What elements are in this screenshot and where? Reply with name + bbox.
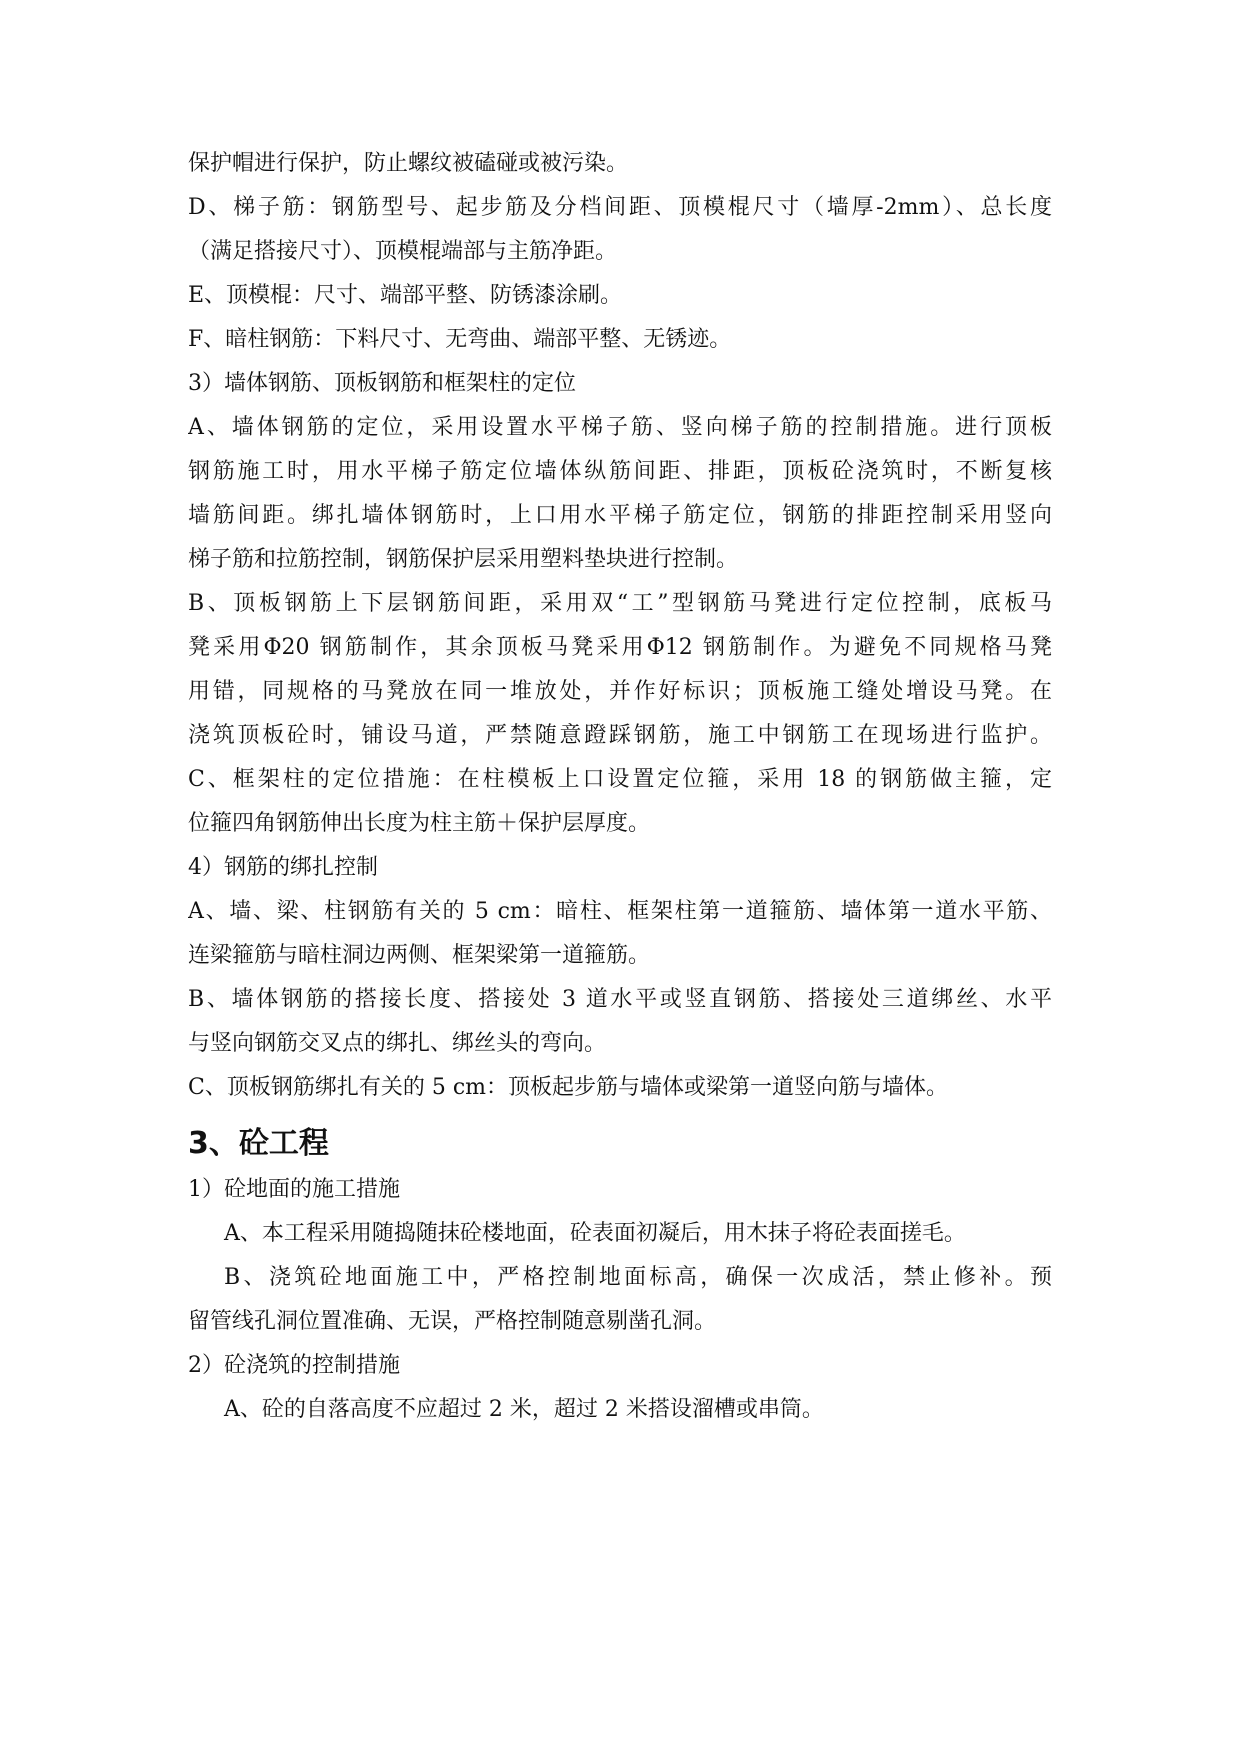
paragraph-line: F、暗柱钢筋：下料尺寸、无弯曲、端部平整、无锈迹。 — [188, 327, 732, 352]
paragraph-line: 位箍四角钢筋伸出长度为柱主筋＋保护层厚度。 — [188, 811, 651, 836]
paragraph-line: B、顶板钢筋上下层钢筋间距，采用双“工”型钢筋马凳进行定位控制，底板马 — [188, 591, 1052, 616]
paragraph-line: A、本工程采用随捣随抹砼楼地面，砼表面初凝后，用木抹子将砼表面搓毛。 — [224, 1221, 966, 1246]
paragraph-line: 凳采用Φ20 钢筋制作，其余顶板马凳采用Φ12 钢筋制作。为避免不同规格马凳 — [188, 635, 1052, 660]
paragraph-line: 梯子筋和拉筋控制，钢筋保护层采用塑料垫块进行控制。 — [188, 547, 739, 572]
subheading-line: 4）钢筋的绑扎控制 — [188, 855, 378, 880]
section-heading: 3、砼工程 — [188, 1126, 329, 1161]
paragraph-line: （满足搭接尺寸）、顶模棍端部与主筋净距。 — [188, 239, 618, 264]
document-page — [188, 142, 1052, 1432]
paragraph-line: 留管线孔洞位置准确、无误，严格控制随意剔凿孔洞。 — [188, 1309, 717, 1334]
paragraph-line: C、框架柱的定位措施：在柱模板上口设置定位箍，采用 18 的钢筋做主箍，定 — [188, 767, 1052, 792]
paragraph-line: 与竖向钢筋交叉点的绑扎、绑丝头的弯向。 — [188, 1031, 607, 1056]
paragraph-line: E、顶模棍：尺寸、端部平整、防锈漆涂刷。 — [188, 283, 623, 308]
paragraph-line: 保护帽进行保护，防止螺纹被磕碰或被污染。 — [188, 151, 629, 176]
paragraph-line: A、墙体钢筋的定位，采用设置水平梯子筋、竖向梯子筋的控制措施。进行顶板 — [188, 415, 1052, 440]
subheading-line: 1）砼地面的施工措施 — [188, 1177, 400, 1202]
paragraph-line: C、顶板钢筋绑扎有关的 5 cm：顶板起步筋与墙体或梁第一道竖向筋与墙体。 — [188, 1075, 949, 1100]
paragraph-line: D、梯子筋：钢筋型号、起步筋及分档间距、顶模棍尺寸（墙厚-2mm）、总长度 — [188, 195, 1052, 220]
paragraph-line: A、墙、梁、柱钢筋有关的 5 cm：暗柱、框架柱第一道箍筋、墙体第一道水平筋、 — [188, 899, 1052, 924]
paragraph-line: 用错，同规格的马凳放在同一堆放处，并作好标识；顶板施工缝处增设马凳。在 — [188, 679, 1052, 704]
paragraph-line: 钢筋施工时，用水平梯子筋定位墙体纵筋间距、排距，顶板砼浇筑时，不断复核 — [188, 459, 1052, 484]
paragraph-line: 浇筑顶板砼时，铺设马道，严禁随意蹬踩钢筋，施工中钢筋工在现场进行监护。 — [188, 723, 1052, 748]
subheading-line: 3）墙体钢筋、顶板钢筋和框架柱的定位 — [188, 371, 576, 396]
paragraph-line: B、浇筑砼地面施工中，严格控制地面标高，确保一次成活，禁止修补。预 — [224, 1265, 1052, 1290]
paragraph-line: 墙筋间距。绑扎墙体钢筋时，上口用水平梯子筋定位，钢筋的排距控制采用竖向 — [188, 503, 1052, 528]
paragraph-line: A、砼的自落高度不应超过 2 米，超过 2 米搭设溜槽或串筒。 — [224, 1397, 824, 1422]
paragraph-line: B、墙体钢筋的搭接长度、搭接处 3 道水平或竖直钢筋、搭接处三道绑丝、水平 — [188, 987, 1052, 1012]
paragraph-line: 连梁箍筋与暗柱洞边两侧、框架梁第一道箍筋。 — [188, 943, 651, 968]
subheading-line: 2）砼浇筑的控制措施 — [188, 1353, 400, 1378]
